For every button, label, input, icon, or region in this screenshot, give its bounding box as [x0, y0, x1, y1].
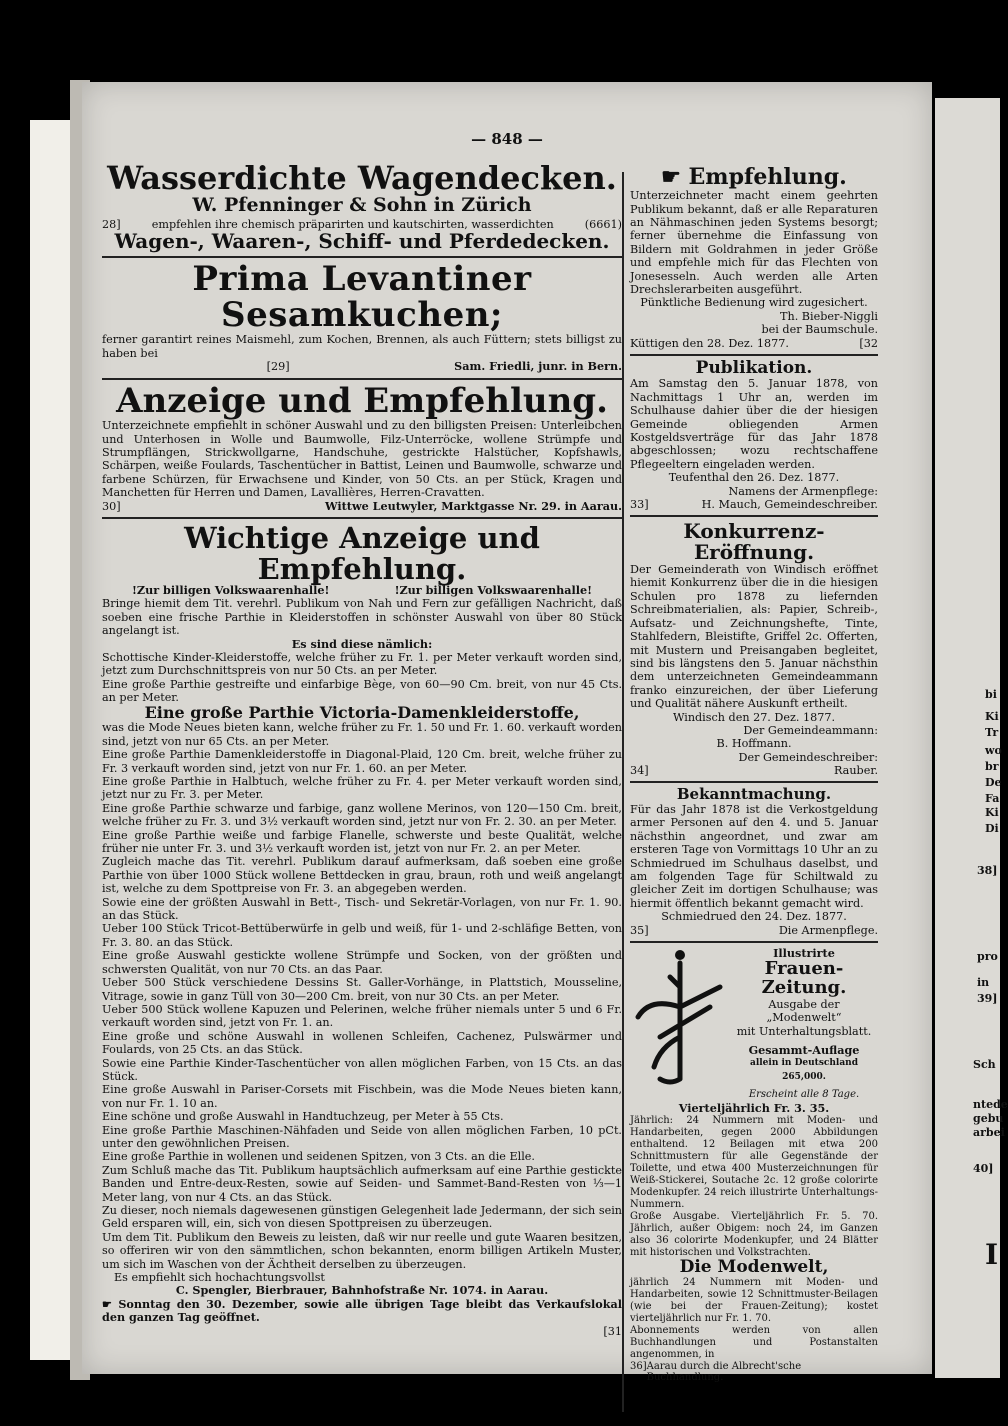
ad-text: Unterzeichnete empfiehlt in schöner Auswahl und zu den billigsten Preisen: Unterleibchen und Unterhosen in Wolle und Baumwolle, Filz-Unterröcke, wollene Strümpfe und Strumpflängen, Strickwollgarne, Handschuhe, gestrickte Halstücher, Kopfshawls, Schärpen, weiße Foulards, Taschentücher in Battist, Leinen und Baumwolle, schwarze und farbene Schürzen, für Erwachsene und Kinder, von 50 Cts. an per Stück, Kragen und Manchetten für Herren und Damen, Lavallières, Herren-Cravatten. [102, 419, 622, 500]
ad-item: Um dem Tit. Publikum den Beweis zu leisten, daß wir nur reelle und gute Waaren besitzen, so offeriren wir von den sämmtlichen, schon bekannten, enorm billigen Artikeln Muster, um sich im Waschen von der Ächtheit derselben zu überzeugen. [102, 1230, 622, 1271]
fragment: De [985, 776, 1002, 789]
ad-item: Schottische Kinder-Kleiderstoffe, welche früher zu Fr. 1. per Meter verkauft worden sind, jetzt zum Durchschnittspreis von nur 50 Cts. an per Meter. [102, 650, 622, 678]
ad-item: Zugleich mache das Tit. verehrl. Publikum darauf aufmerksam, daß soeben eine große Parthie von über 1000 Stück wollene Bettdecken in grau, braun, roth und weiß angelangt ist, welche zu dem Spottpreise von Fr. 3. an abgegeben werden. [102, 855, 622, 896]
ad-text: Illustrirte [773, 945, 835, 960]
fragment: ntede [973, 1098, 1008, 1111]
ad-text: Der Gemeinderath von Windisch eröffnet hiemit Konkurrenz über die in die hiesigen Schulen pro 1878 zu liefernden Schreibmaterialien, als: Papier, Schreib-, Aufsatz- und Zeichnungshefte, Tinte, Stahlfedern, Bleistifte, Griffel 2c. Offerten, mit Mustern und Preisangaben begleitet, sind bis längstens den 5. Januar nächsthin dem unterzeichneten Gemeindeammann franko einzureichen, der über Lieferung und Qualität nähere Auskunft ertheilt. [630, 563, 878, 711]
fragment: 38] [977, 864, 998, 877]
fragment: Sch [973, 1058, 996, 1071]
ad-title: Publikation. [695, 357, 813, 378]
fragment: wo [985, 744, 1002, 757]
ad-item: Ueber 100 Stück Tricot-Bettüberwürfe in gelb und weiß, für 1- und 2-schläfige Betten, von Fr. 3. 80. an das Stück. [102, 922, 622, 949]
ad-33 [630, 357, 878, 512]
ad-item: Es empfiehlt sich hochachtungsvollst [114, 1271, 325, 1285]
ad-text: Gesammt-Auflage [748, 1042, 860, 1057]
fragment: I [985, 1238, 999, 1271]
left-column [102, 152, 622, 1340]
ad-text: allein in Deutschland 265,000. [750, 1058, 858, 1082]
ad-item: Zum Schluß mache das Tit. Publikum hauptsächlich aufmerksam auf eine Parthie gestickte Banden und Entre-deux-Resten, sowie auf Seiden- und Sammet-Band-Resten von ⅓—1 Meter lang, von nur 4 Cts. an das Stück. [102, 1163, 622, 1204]
ad-heading: Eine große Parthie Victoria-Damenkleiderstoffe, [144, 702, 580, 722]
ad-number: 33] [630, 498, 649, 512]
firm-name: W. Pfenninger & Sohn in Zürich [192, 193, 532, 216]
ad-item: Eine große Parthie weiße und farbige Flanelle, schwerste und beste Qualität, welche früher nie unter Fr. 3. und 3½ verkauft worden ist, jetzt von nur Fr. 2. an per Meter. [102, 828, 622, 856]
fragment: 39] [977, 992, 998, 1005]
ad-number: 28] [102, 217, 121, 231]
ad-intro: Bringe hiemit dem Tit. verehrl. Publikum von Nah und Fern zur gefälligen Nachricht, daß soeben eine frische Parthie in Kleiderstoffen in schönster Auswahl von über 80 Stück angelangt ist. [102, 597, 622, 638]
ad-number: 30] [102, 499, 121, 513]
ad-28 [102, 159, 622, 253]
ad-item: Ueber 500 Stück wollene Kapuzen und Pelerinen, welche früher niemals unter 5 und 6 Fr. verkauft worden sind, jetzt von Fr. 1. an. [102, 1002, 622, 1030]
ad-item: Eine große Parthie gestreifte und einfarbige Bège, von 60—90 Cm. breit, von nur 45 Cts. an per Meter. [102, 677, 622, 705]
ad-31 [102, 523, 622, 1338]
ad-signature: B. Hoffmann. [716, 737, 792, 751]
ad-30 [102, 380, 622, 514]
ad-item: Eine große Parthie Damenkleiderstoffe in Diagonal-Plaid, 120 Cm. breit, welche früher zu Fr. 3 verkauft worden sind, jetzt von nur Fr. 1. 60. an per Meter. [102, 748, 622, 775]
ad-subtitle: Die Modenwelt, [679, 1257, 829, 1277]
ad-title: Frauen-Zeitung. [761, 957, 847, 998]
ad-signature: Namens der Armenpflege: [728, 484, 878, 498]
ad-item: Ueber 500 Stück verschiedene Dessins St. Galler-Vorhänge, in Plattstich, Mousseline, Vitrage, sowie in ganz Tüll von 30—200 Cm. breit, von nur 30 Cts. an per Meter. [102, 976, 622, 1003]
ad-signature: Der Gemeindeschreiber: [738, 750, 878, 764]
column-rule [622, 172, 624, 1412]
ad-date: Windisch den 27. Dez. 1877. [672, 710, 836, 724]
ad-signature: Rauber. [833, 764, 878, 778]
fragment: in [977, 976, 990, 989]
ad-item: Eine große Parthie schwarze und farbige, ganz wollene Merinos, von 120—150 Cm. breit, welche früher zu Fr. 3. und 3½ verkauft worden sind, jetzt nur von Fr. 2. 30. an per Meter. [102, 801, 622, 829]
ad-number: [29] [266, 360, 290, 374]
ad-title: Prima Levantiner Sesamkuchen; [192, 258, 532, 335]
ad-title: ☛ Empfehlung. [661, 164, 847, 190]
ad-number: 35] [630, 923, 649, 937]
fragment: Ki [985, 710, 999, 723]
newspaper-page [82, 82, 932, 1383]
ad-title: Bekanntmachung. [676, 785, 832, 804]
ad-signature: H. Mauch, Gemeindeschreiber. [701, 498, 878, 512]
fragment: bi [985, 688, 997, 701]
adjacent-page-right [935, 98, 1008, 1378]
ad-text: Ausgabe der „Modenwelt“ [766, 997, 842, 1025]
ad-heading: Es sind diese nämlich: [291, 636, 433, 651]
ad-item: was die Mode Neues bieten kann, welche früher zu Fr. 1. 50 und Fr. 1. 60. verkauft worden sind, jetzt von nur 65 Cts. an per Meter. [102, 721, 622, 748]
ad-text: empfehlen ihre chemisch präparirten und kautschirten, wasserdichten [151, 217, 554, 231]
ad-item: Sowie eine der größten Auswahl in Bett-, Tisch- und Sekretär-Vorlagen, von nur Fr. 1. 90. an das Stück. [102, 895, 622, 923]
fragment: pro [977, 950, 998, 963]
ad-notice: ☛ Sonntag den 30. Dezember, sowie alle übrigen Tage bleibt das Verkaufslokal den ganzen Tag geöffnet. [102, 1296, 622, 1325]
ad-signature: Th. Bieber-Niggli [780, 309, 878, 323]
ad-text: jährlich 24 Nummern mit Moden- und Handarbeiten, sowie 12 Schnittmuster-Beilagen (wie bei der Frauen-Zeitung); kostet vierteljährlich nur Fr. 1. 70. [630, 1276, 878, 1324]
fragment: Fa [985, 792, 1000, 805]
ad-title: Anzeige und Empfehlung. [116, 380, 608, 421]
fragment: br [985, 760, 999, 773]
ad-text: Pünktliche Bedienung wird zugesichert. [640, 296, 868, 310]
ad-36 [630, 947, 878, 1383]
ad-signature: Der Gemeindeammann: [743, 723, 878, 737]
ad-code: (6661) [584, 217, 622, 231]
ad-item: Sowie eine Parthie Kinder-Taschentücher von allen möglichen Farben, von 15 Cts. an das Stück. [102, 1056, 622, 1083]
ad-text: Am Samstag den 5. Januar 1878, von Nachmittags 1 Uhr an, werden im Schulhause dahier über die der hiesigen Gemeinde obliegenden Armen Kostgeldsverträge für das Jahr 1878 abgeschlossen; wozu rechtschaffene Pflegeeltern eingeladen werden. [630, 377, 878, 471]
ad-text: Unterzeichneter macht einem geehrten Publikum bekannt, daß er alle Reparaturen an Nähmaschinen jeden Systems besorgt; ferner übernehme die Einfassung von Bildern mit Goldrahmen in jeder Größe und empfehle mich für das Flechten von Jonesesseln. Auch werden alle Arten Drechslerarbeiten ausgeführt. [630, 189, 878, 296]
fragment: Ki [985, 806, 999, 819]
ad-title: Wichtige Anzeige und Empfehlung. [184, 521, 540, 586]
ad-item: Eine große Parthie in wollenen und seidenen Spitzen, von 3 Cts. an die Elle. [102, 1150, 535, 1164]
fragment: 40] [973, 1162, 994, 1175]
ad-signature: C. Spengler, Bierbrauer, Bahnhofstraße Nr. 1074. in Aarau. [175, 1283, 549, 1298]
ad-text: Vierteljährlich Fr. 3. 35. [678, 1100, 830, 1115]
ad-text: Abonnements werden von allen Buchhandlungen und Postanstalten angenommen, in [630, 1324, 878, 1360]
ad-signature: Wittwe Leutwyler, Marktgasse Nr. 29. in Aarau. [325, 498, 622, 513]
ad-item: Eine große Parthie in Halbtuch, welche früher zu Fr. 4. per Meter verkauft worden sind, jetzt nur zu Fr. 3. per Meter. [102, 775, 622, 802]
page-number: — 848 — [471, 130, 543, 148]
ad-text: Aarau durch die Albrecht'sche Buchhandlung. [646, 1360, 802, 1383]
ad-item: Eine große Auswahl gestickte wollene Strümpfe und Socken, von der größten und schwersten Qualität, von nur 70 Cts. an das Paar. [102, 949, 622, 976]
ad-signature: bei der Baumschule. [761, 323, 878, 337]
fragment: Di [985, 822, 999, 835]
ad-text: Große Ausgabe. Vierteljährlich Fr. 5. 70. Jährlich, außer Obigem: noch 24, im Ganzen also 36 colorirte Modenkupfer, und 24 Blätter mit historischen und Volkstrachten. [630, 1211, 878, 1258]
ad-32 [630, 166, 878, 350]
ad-date: Teufenthal den 26. Dez. 1877. [668, 471, 840, 485]
ad-title: Konkurrenz-Eröffnung. [683, 519, 825, 565]
fragment: arbei [973, 1126, 1005, 1139]
fragment: Tr [985, 726, 999, 739]
ad-title: Wasserdichte Wagendecken. [107, 159, 617, 197]
ad-signature: Sam. Friedli, junr. in Bern. [454, 359, 622, 374]
ad-subtitle: !Zur billigen Volkswaarenhalle! [132, 582, 330, 597]
ad-date: Schmiedrued den 24. Dez. 1877. [661, 910, 847, 924]
right-column [630, 152, 878, 1385]
ad-number: [31 [603, 1324, 622, 1338]
ad-text: Für das Jahr 1878 ist die Verkostgeldung armer Personen auf den 4. und 5. Januar nächsthin angeordnet, und zwar am ersteren Tage von Vormittags 10 Uhr an zu Schmiedrued im Schulhaus daselbst, und am folgenden Tage für Schiltwald zu gleicher Zeit im dortigen Schulhause; was hiermit öffentlich bekannt gemacht wird. [630, 802, 878, 910]
ad-item: Eine schöne und große Auswahl in Handtuchzeug, per Meter à 55 Cts. [102, 1110, 504, 1124]
ad-35 [630, 787, 878, 936]
ad-34 [630, 521, 878, 777]
ad-number: 34] [630, 764, 649, 778]
ad-29 [102, 258, 622, 374]
fragment: gebu [973, 1112, 1004, 1125]
ad-text: ferner garantirt reines Maismehl, zum Kochen, Brennen, als auch Füttern; stets billigst zu haben bei [102, 333, 622, 360]
frauen-zeitung-logo-icon [630, 947, 730, 1087]
ad-text: Erscheint alle 8 Tage. [748, 1089, 860, 1101]
ad-subtitle: Wagen-, Waaren-, Schiff- und Pferdedecken. [114, 228, 610, 253]
ad-text: mit Unterhaltungsblatt. [736, 1024, 872, 1038]
ad-date: Küttigen den 28. Dez. 1877. [630, 336, 789, 350]
ad-text: Jährlich: 24 Nummern mit Moden- und Handarbeiten, gegen 2000 Abbildungen enthaltend. 12 Beilagen mit etwa 200 Schnittmustern für alle Gegenstände der Toilette, und etwa 400 Musterzeichnungen für Weiß-Stickerei, Soutache 2c. 12 große colorirte Modenkupfer. 24 reich illustrirte Unterhaltungs-Nummern. [630, 1115, 878, 1210]
ad-item: Zu dieser, noch niemals dagewesenen günstigen Gelegenheit lade Jedermann, der sich sein Geld ersparen will, ein, sich von diesen Spottpreisen zu überzeugen. [102, 1204, 622, 1231]
ad-item: Eine große und schöne Auswahl in wollenen Schleifen, Cachenez, Pulswärmer und Foulards, von 25 Cts. an das Stück. [102, 1029, 622, 1057]
ad-number: 36] [630, 1360, 647, 1372]
ad-signature: Die Armenpflege. [778, 923, 878, 937]
ad-item: Eine große Auswahl in Pariser-Corsets mit Fischbein, was die Mode Neues bieten kann, von nur Fr. 1. 10 an. [102, 1083, 622, 1110]
ad-number: [32 [859, 336, 878, 350]
ad-subtitle: !Zur billigen Volkswaarenhalle! [394, 582, 592, 597]
ad-item: Eine große Parthie Maschinen-Nähfaden und Seide von allen möglichen Farben, 10 pCt. unter den gewöhnlichen Preisen. [102, 1123, 622, 1150]
